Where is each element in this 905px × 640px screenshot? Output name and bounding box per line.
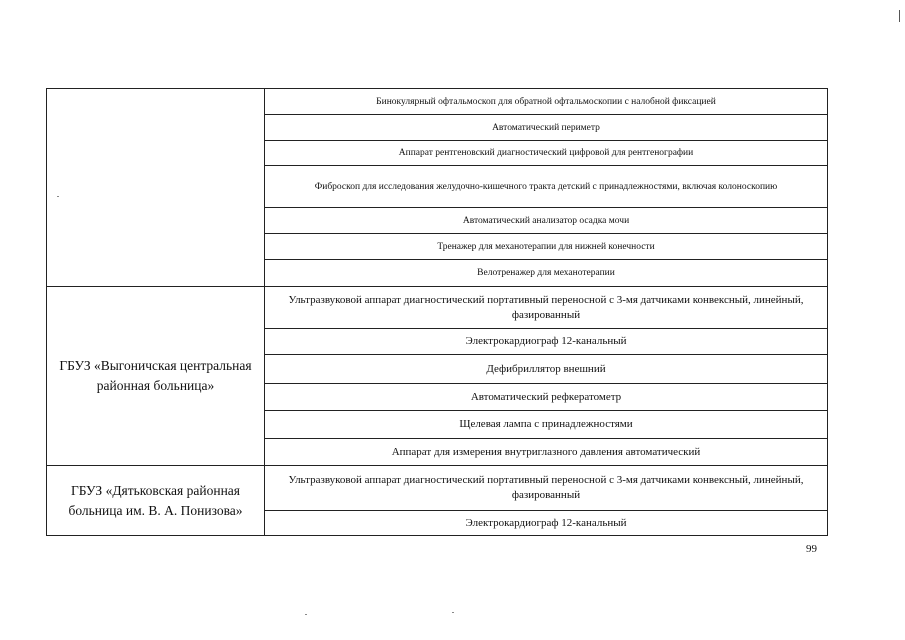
table-row [47, 287, 828, 329]
equipment-cell: Ультразвуковой аппарат диагностический портативный переносной с 3-мя датчиками конвексный, линейный, фазированный [265, 466, 828, 511]
document-page [46, 88, 828, 540]
equipment-cell: Аппарат для измерения внутриглазного давления автоматический [265, 439, 828, 466]
organization-cell: ГБУЗ «Дятьковская районная больница им. В. А. Понизова» [47, 466, 265, 536]
equipment-cell: Автоматический периметр [265, 115, 828, 141]
table-row [47, 89, 828, 115]
equipment-cell: Автоматический рефкератометр [265, 384, 828, 411]
scan-speck [452, 612, 454, 613]
equipment-cell: Электрокардиограф 12-канальный [265, 511, 828, 536]
equipment-cell: Фиброскоп для исследования желудочно-кишечного тракта детский с принадлежностями, включая колоноскопию [265, 166, 828, 208]
scan-speck [305, 614, 307, 615]
organization-cell [47, 89, 265, 287]
equipment-cell: Велотренажер для механотерапии [265, 260, 828, 287]
equipment-cell: Электрокардиограф 12-канальный [265, 329, 828, 355]
equipment-cell: Автоматический анализатор осадка мочи [265, 208, 828, 234]
equipment-table [46, 88, 828, 536]
table-row [47, 466, 828, 511]
equipment-cell: Щелевая лампа с принадлежностями [265, 411, 828, 439]
page-number: 99 [806, 543, 817, 555]
scan-edge-mark [899, 10, 900, 22]
organization-cell: ГБУЗ «Выгоничская центральная районная больница» [47, 287, 265, 466]
equipment-cell: Дефибриллятор внешний [265, 355, 828, 384]
equipment-cell: Аппарат рентгеновский диагностический цифровой для рентгенографии [265, 141, 828, 166]
equipment-cell: Тренажер для механотерапии для нижней конечности [265, 234, 828, 260]
equipment-cell: Бинокулярный офтальмоскоп для обратной офтальмоскопии с налобной фиксацией [265, 89, 828, 115]
equipment-cell: Ультразвуковой аппарат диагностический портативный переносной с 3-мя датчиками конвексный, линейный, фазированный [265, 287, 828, 329]
